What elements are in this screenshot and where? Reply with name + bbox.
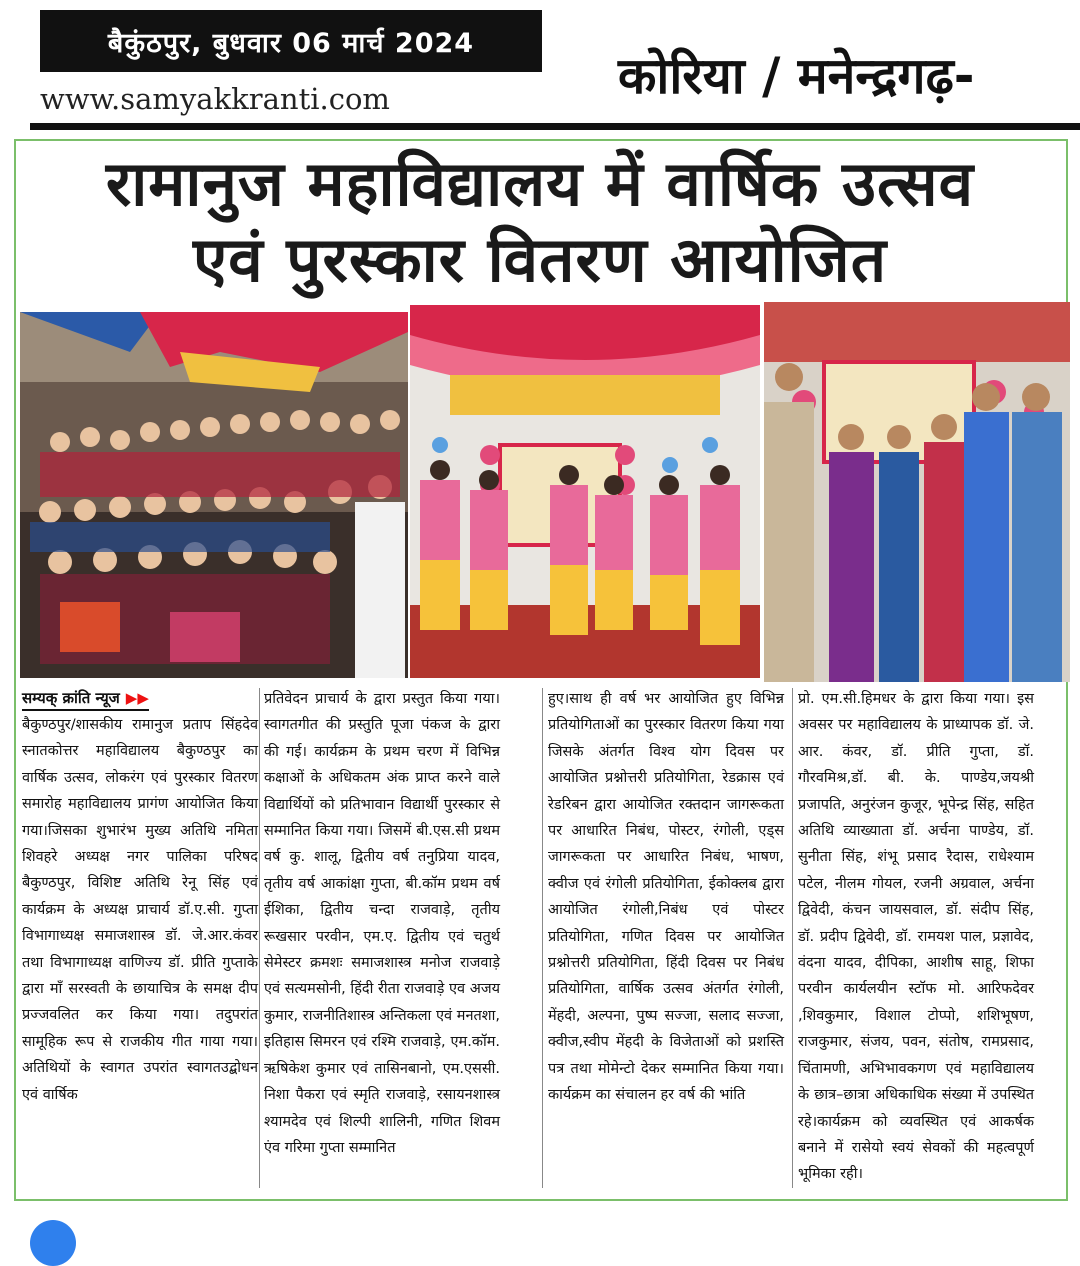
byline-label: सम्यक् क्रांति न्यूज: [22, 689, 120, 707]
article-column-2: प्रतिवेदन प्राचार्य के द्वारा प्रस्तुत किया गया। स्वागतगीत की प्रस्तुति पूजा पंकज के द्वारा की गई। कार्यक्रम के प्रथम चरण में विभिन्न कक्षाओं के अधिकतम अंक प्राप्त करने वाले विद्यार्थियों को प्रतिभावान विद्यार्थी पुरस्कार से सम्मानित किया गया। जिसमें बी.एस.सी प्रथम वर्ष कु. शालू, द्वितीय वर्ष तनुप्रिया यादव, तृतीय वर्ष आकांक्षा गुप्ता, बी.कॉम प्रथम वर्ष ईशिका, द्वितीय चन्दा राजवाड़े, तृतीय रूखसार परवीन, एम.ए. द्वितीय एवं चतुर्थ सेमेस्टर क्रमशः समाजशास्त्र मनोज राजवाड़े एवं सत्यमसोनी, हिंदी रीता राजवाड़े एव अजय कुमार, राजनीतिशास्त्र अन्तिकला एवं मनतशा, इतिहास सिमरन एवं रश्मि राजवाड़े, एम.कॉम. ऋषिकेश कुमार एवं तासिनबानो, एम.एससी. निशा पैकरा एवं स्मृति राजवाड़े, रसायनशास्त्र श्यामदेव एवं शिल्पी शालिनी, गणित शिवम एंव गरिमा गुप्ता सम्मानित: [264, 691, 500, 1156]
group-photo: [20, 312, 408, 678]
header-rule: [30, 123, 1080, 130]
play-arrows-icon: ▶▶: [125, 689, 149, 707]
headline-line-1: रामानुज महाविद्यालय में वार्षिक उत्सव: [105, 147, 975, 220]
headline-line-2: एवं पुरस्कार वितरण आयोजित: [192, 223, 888, 296]
article-column-4: प्रो. एम.सी.हिमधर के द्वारा किया गया। इस अवसर पर महाविद्यालय के प्राध्यापक डॉ. जे. आर. कंवर, डॉ. प्रीति गुप्ता, डॉ. गौरवमिश्र,डॉ. बी. के. पाण्डेय,जयश्री प्रजापति, अनुरंजन कुजूर, भूपेन्द्र सिंह, सहित अतिथि व्याख्याता डॉ. अर्चना पाण्डेय, डॉ. सुनीता सिंह, शंभू प्रसाद रैदास, राधेश्याम पटेल, नीलम गोयल, रजनी अग्रवाल, अर्चना द्विवेदी, कंचन जायसवाल, डॉ. संदीप सिंह, डॉ. प्रदीप द्विवेदी, डॉ. रामयश पाल, प्रज्ञावेद, वंदना यादव, दीपिका, आशीष साहू, शिफा परवीन कार्यलयीन स्टॉफ मो. आरिफदेवर ,शिवकुमार, विशाल टोप्पो, शशिभूषण, राजकुमार, संजय, पवन, संतोष, रामप्रसाद, चिंतामणी, अभिभावकगण एवं महाविद्यालय के छात्र–छात्रा अधिकाधिक संख्या में उपस्थित रहे।कार्यक्रम को व्यवस्थित एवं आकर्षक बनाने में रासेयो स्वयं सेवकों की महत्वपूर्ण भूमिका रही।: [798, 691, 1034, 1183]
article-column-3: हुए।साथ ही वर्ष भर आयोजित हुए विभिन्न प्रतियोगिताओं का पुरस्कार वितरण किया गया जिसके अंतर्गत विश्व योग दिवस पर आयोजित प्रश्नोत्तरी प्रतियोगिता, रेडक्रास एवं रेडरिबन द्वारा आयोजित रक्तदान जागरूकता पर आधारित निबंध, पोस्टर, रंगोली, एड्स जागरूकता पर आधारित निबंध, भाषण, क्वीज एवं रंगोली प्रतियोगिता, ईकोक्लब द्वारा आयोजित रंगोली,निबंध एवं पोस्टर प्रतियोगिता, गणित दिवस पर आयोजित प्रश्नोत्तरी प्रतियोगिता, हिंदी दिवस पर निबंध प्रतियोगिता, वार्षिक उत्सव अंतर्गत रंगोली, मेंहदी, अल्पना, पुष्प सज्जा, सलाद सज्जा, क्वीज,स्वीप मेंहदी के विजेताओं को प्रशस्ति पत्र तथा मोमेन्टो देकर सम्मानित किया गया। कार्यक्रम का संचालन हर वर्ष की भांति: [548, 691, 784, 1104]
column-divider: [259, 688, 260, 1188]
byline: [22, 688, 149, 711]
award-photo: [764, 302, 1070, 682]
section-title: कोरिया / मनेन्द्रगढ़-: [618, 47, 975, 105]
column-divider: [792, 688, 793, 1188]
share-fab-icon[interactable]: [30, 1220, 76, 1266]
dateline-banner: बैकुंठपुर, बुधवार 06 मार्च 2024: [40, 10, 542, 72]
website-url[interactable]: www.samyakkranti.com: [40, 82, 390, 116]
dance-photo: [410, 305, 760, 678]
column-divider: [542, 688, 543, 1188]
article-column-1: बैकुण्ठपुर/शासकीय रामानुज प्रताप सिंहदेव स्नातकोत्तर महाविद्यालय बैकुण्ठपुर का वार्षिक उत्सव, लोकरंग एवं पुरस्कार वितरण समारोह महाविद्यालय प्रागंण आयोजित किया गया।जिसका शुभारंभ मुख्य अतिथि नमिता शिवहरे अध्यक्ष नगर पालिका परिषद बैकुण्ठपुर, विशिष्ट अतिथि रेनू सिंह एवं कार्यक्रम के अध्यक्ष प्राचार्य डॉ.ए.सी. गुप्ता विभागाध्यक्ष समाजशास्त्र डॉ. जे.आर.कंवर तथा विभागाध्यक्ष वाणिज्य डॉ. प्रीति गुप्ताके द्वारा मॉं सरस्वती के छायाचित्र के समक्ष दीप प्रज्जवलित कर किया गया। तदुपरांत सामूहिक रूप से राजकीय गीत गाया गया। अतिथियों के स्वागत उपरांत स्वागतउद्बोधन एवं वार्षिक: [22, 717, 258, 1103]
